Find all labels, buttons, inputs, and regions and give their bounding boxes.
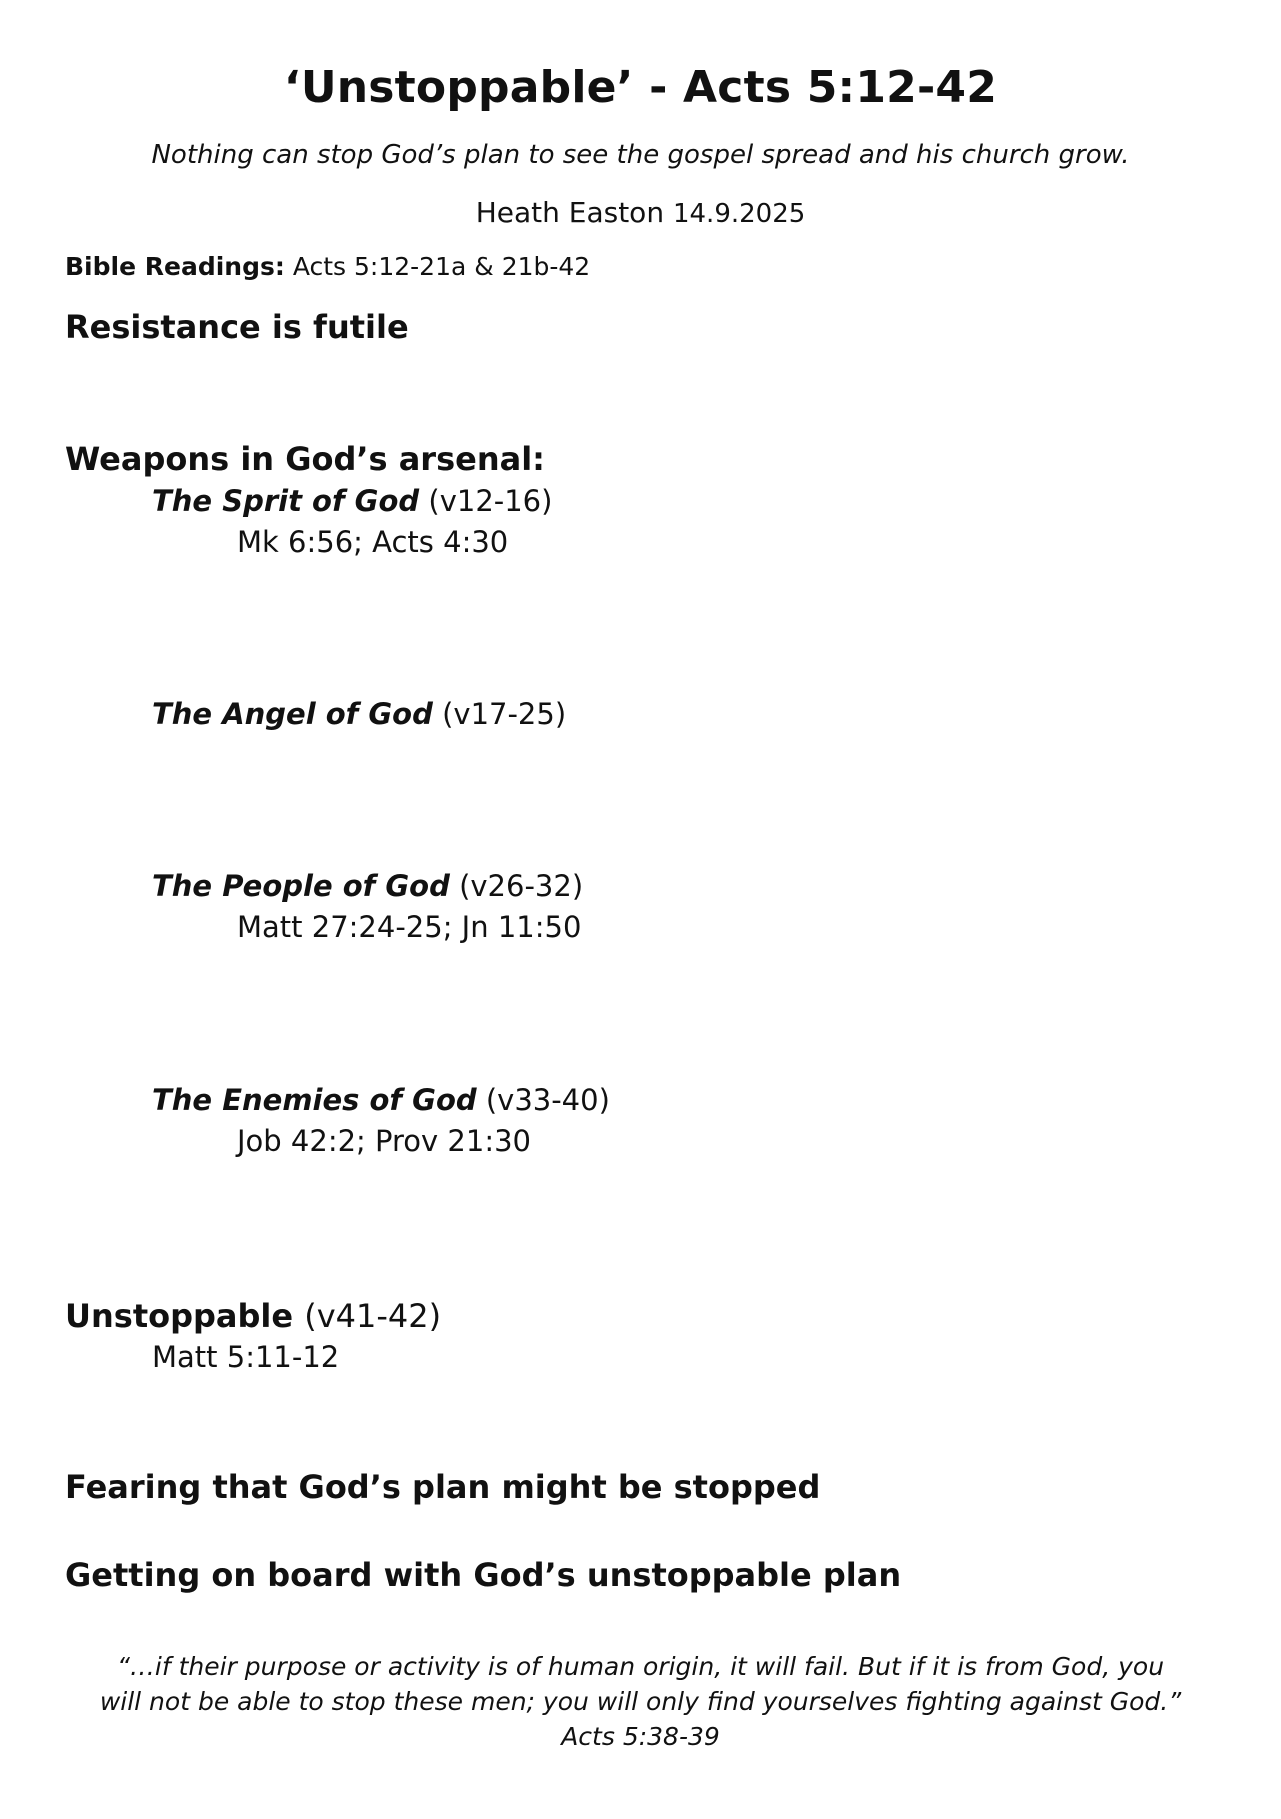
weapon-spirit (152, 484, 552, 518)
quote-line-2: will not be able to stop these men; you will only find yourselves fighting against God.” (99, 1687, 1182, 1716)
crossref-people: Matt 27:24-25; Jn 11:50 (237, 910, 582, 944)
heading-weapons: Weapons in God’s arsenal: (65, 440, 545, 478)
weapon-angel (152, 697, 566, 731)
heading-unstoppable-ref: (v41-42) (304, 1297, 442, 1335)
crossref-unstoppable: Matt 5:11-12 (152, 1340, 340, 1374)
weapon-name: The People of God (152, 869, 450, 903)
heading-unstoppable (65, 1297, 441, 1335)
weapon-name: The Enemies of God (152, 1083, 477, 1117)
weapon-people (152, 869, 583, 903)
page-title: ‘Unstoppable’ - Acts 5:12-42 (283, 62, 998, 113)
page-subtitle: Nothing can stop God’s plan to see the gospel spread and his church grow. (151, 140, 1130, 170)
bible-readings (65, 252, 590, 281)
heading-getting-on-board: Getting on board with God’s unstoppable plan (65, 1556, 902, 1594)
weapon-name: The Sprit of God (152, 484, 420, 518)
quote-line-1: “…if their purpose or activity is of human origin, it will fail. But if it is from God, you (116, 1652, 1165, 1681)
weapon-enemies (152, 1083, 610, 1117)
heading-resistance: Resistance is futile (65, 308, 409, 346)
heading-fearing: Fearing that God’s plan might be stopped (65, 1468, 821, 1506)
quote-citation: Acts 5:38-39 (561, 1722, 720, 1751)
weapon-ref: (v33-40) (485, 1083, 610, 1117)
heading-unstoppable-name: Unstoppable (65, 1297, 294, 1335)
weapon-ref: (v17-25) (442, 697, 567, 731)
sermon-date: 14.9.2025 (672, 199, 806, 229)
weapon-ref: (v12-16) (428, 484, 553, 518)
speaker-name: Heath Easton (475, 196, 665, 229)
weapon-name: The Angel of God (152, 697, 433, 731)
speaker-line (0, 196, 1281, 229)
weapon-ref: (v26-32) (459, 869, 584, 903)
crossref-enemies: Job 42:2; Prov 21:30 (237, 1124, 531, 1158)
bible-readings-label: Bible Readings: (65, 252, 285, 281)
crossref-spirit: Mk 6:56; Acts 4:30 (237, 525, 509, 559)
bible-readings-value: Acts 5:12-21a & 21b-42 (292, 252, 591, 281)
